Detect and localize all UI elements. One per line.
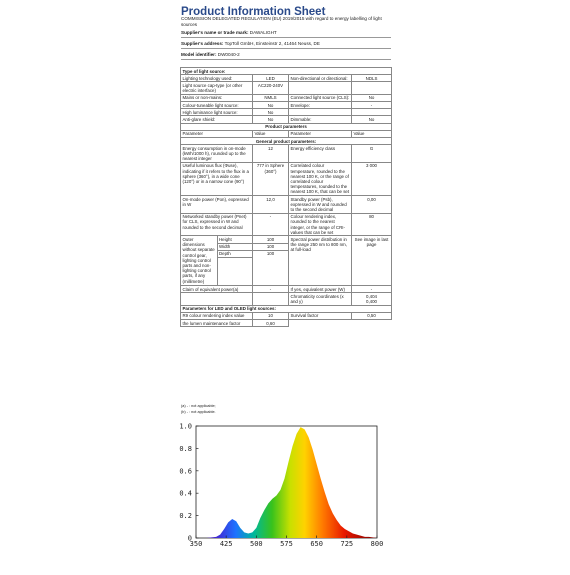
table-cell: 3 000 (352, 162, 392, 195)
model-value: DW0040-2 (217, 52, 240, 57)
table-cell: NDLS (352, 75, 392, 82)
table-cell: G (352, 145, 392, 163)
spectral-power-chart (170, 418, 392, 570)
x-tick-label: 800 (370, 540, 384, 548)
table-cell: NMLS (253, 94, 289, 101)
column-header: Value (352, 130, 392, 137)
dimensions-row (181, 236, 392, 286)
table-row (181, 145, 392, 163)
spectrum-area (196, 427, 377, 538)
general-parameters-header: General product parameters: (181, 138, 392, 145)
table-cell: Claim of equivalent power(a) (181, 286, 253, 293)
model-label: Model identifier: (181, 52, 217, 57)
table-cell: On-mode power (Pon), expressed in W (181, 196, 253, 214)
dimension-name: Width (217, 243, 252, 250)
height-value: 100 (253, 236, 288, 243)
column-header: Value (253, 130, 289, 137)
supplier-name-line (181, 29, 391, 38)
table-cell: No (253, 116, 289, 123)
table-cell: 10 (253, 312, 289, 319)
table-cell: 0,50 (352, 312, 392, 319)
table-cell (289, 82, 352, 94)
table-row (181, 109, 392, 116)
parameter-table (180, 67, 392, 327)
table-row (181, 94, 392, 101)
footnote-b: (b) - : not applicable. (181, 410, 216, 414)
depth-value: 100 (266, 251, 275, 257)
table-cell: - (352, 286, 392, 293)
table-cell: Light source cap-type (or other electric interface) (181, 82, 253, 94)
table-cell: Energy efficiency class (289, 145, 352, 163)
supplier-name-value: DAWALIGHT (249, 30, 277, 35)
table-row (181, 293, 392, 305)
dimensions-cell (181, 236, 253, 286)
table-cell: Mains or non-mains: (181, 94, 253, 101)
table-row (181, 320, 392, 327)
y-tick-label: 0.2 (179, 512, 192, 521)
table-cell: No (253, 102, 289, 109)
table-cell: Useful luminous flux (Φuse), indicating if it refers to the flux in a sphere (360°), in a wide cone (120°) or in a narrow cone (90°) (181, 162, 253, 195)
table-cell: 0,60 (253, 320, 289, 327)
table-cell: Envelope: (289, 102, 352, 109)
table-cell: AC220-240V (253, 82, 289, 94)
table-cell: LED (253, 75, 289, 82)
dimensions-values (253, 236, 289, 286)
table-cell: 12,0 (253, 196, 289, 214)
y-tick-label: 0.4 (179, 489, 192, 498)
table-cell: Networked standby power (Pnet) for CLS, expressed in W and rounded to the second decimal (181, 213, 253, 236)
table-cell: High luminance light source: (181, 109, 253, 116)
table-row (181, 162, 392, 195)
regulation-text: COMMISSION DELEGATED REGULATION (EU) 2019/2015 with regard to energy labelling of light sources (181, 16, 382, 27)
column-header: Parameter (289, 130, 352, 137)
table-cell (289, 109, 352, 116)
table-row (181, 196, 392, 214)
table-cell: Colour-tuneable light source: (181, 102, 253, 109)
table-cell: Spectral power distribution in the range 250 nm to 800 nm, at full-load (289, 236, 352, 286)
table-cell (181, 293, 253, 305)
table-cell: 12 (253, 145, 289, 163)
table-cell (253, 293, 289, 305)
spectral-power-svg (170, 418, 392, 570)
x-tick-label: 725 (340, 540, 354, 548)
table-cell: No (352, 116, 392, 123)
table-cell (352, 82, 392, 94)
table-cell: 80 (352, 213, 392, 236)
x-tick-label: 650 (310, 540, 323, 548)
table-cell: Chromaticity coordinates (x and y) (289, 293, 352, 305)
dimensions-label: Outer dimensions without separate control gear, lighting control parts and non-lighting control parts, if any (millimetre) (181, 236, 217, 285)
y-tick-label: 0.8 (179, 444, 192, 453)
table-cell: No (352, 94, 392, 101)
x-tick-label: 500 (250, 540, 263, 548)
table-cell: R9 colour rendering index value (181, 312, 253, 319)
table-row (181, 75, 392, 82)
table-row (181, 116, 392, 123)
model-identifier-line (181, 51, 391, 60)
table-row (181, 312, 392, 319)
supplier-name-label: Supplier's name or trade mark: (181, 30, 249, 35)
table-cell: - (253, 213, 289, 236)
supplier-address-value: TopToll GmbH, Einsteinstr 2, 41464 Neuss, DE (224, 41, 320, 46)
width-value: 100 (253, 244, 288, 251)
table-cell: 0,404 0,400 (352, 293, 392, 305)
table-cell: If yes, equivalent power (W) (289, 286, 352, 293)
footnote-a: (a) - : not applicable; (181, 404, 216, 408)
dimension-name: Height (217, 236, 252, 243)
led-parameters-header: Parameters for LED and OLED light sources: (181, 305, 392, 312)
x-tick-label: 350 (189, 540, 203, 548)
y-tick-label: 1.0 (179, 422, 192, 431)
table-cell: Non-directional or directional: (289, 75, 352, 82)
table-cell: Connected light source (CLS): (289, 94, 352, 101)
supplier-address-label: Supplier's address: (181, 41, 224, 46)
supplier-address-line (181, 40, 391, 49)
table-cell: - (352, 102, 392, 109)
table-cell: Correlated colour temperature, rounded to the nearest 100 K, or the range of correlated colour temperatures, rounded to the nearest 100 K, that can be set (289, 162, 352, 195)
column-header-row (181, 130, 392, 137)
column-header: Parameter (181, 130, 253, 137)
table-cell: - (253, 286, 289, 293)
y-tick-label: 0.6 (179, 467, 192, 476)
table-cell: Colour rendering index, rounded to the nearest integer, or the range of CRI-values that can be set (289, 213, 352, 236)
table-cell: Dimmable: (289, 116, 352, 123)
x-tick-label: 575 (280, 540, 293, 548)
table-row (181, 213, 392, 236)
y-tick-label: 0 (187, 534, 192, 543)
dimension-name: Depth (217, 250, 252, 257)
product-information-sheet (176, 0, 392, 414)
table-cell: No (253, 109, 289, 116)
table-cell: Energy consumption in on-mode (kWh/1000 h), rounded up to the nearest integer (181, 145, 253, 163)
table-cell: Anti-glare shield: (181, 116, 253, 123)
sheet-title: Product Information Sheet (181, 6, 326, 18)
table-cell: the lumen maintenance factor (181, 320, 253, 327)
table-cell: 0,00 (352, 196, 392, 214)
type-section-header: Type of light source: (181, 68, 392, 75)
table-row (181, 82, 392, 94)
table-cell (352, 109, 392, 116)
product-parameters-header: Product parameters (181, 123, 392, 130)
table-row (181, 102, 392, 109)
table-cell: 777 in Sphere (360°) (253, 162, 289, 195)
table-cell: See image in last page (352, 236, 392, 286)
table-cell: Survival factor (289, 312, 352, 319)
table-cell: Lighting technology used: (181, 75, 253, 82)
table-row (181, 286, 392, 293)
x-tick-label: 425 (219, 540, 233, 548)
table-cell: Standby power (Psb), expressed in W and rounded to the second decimal (289, 196, 352, 214)
